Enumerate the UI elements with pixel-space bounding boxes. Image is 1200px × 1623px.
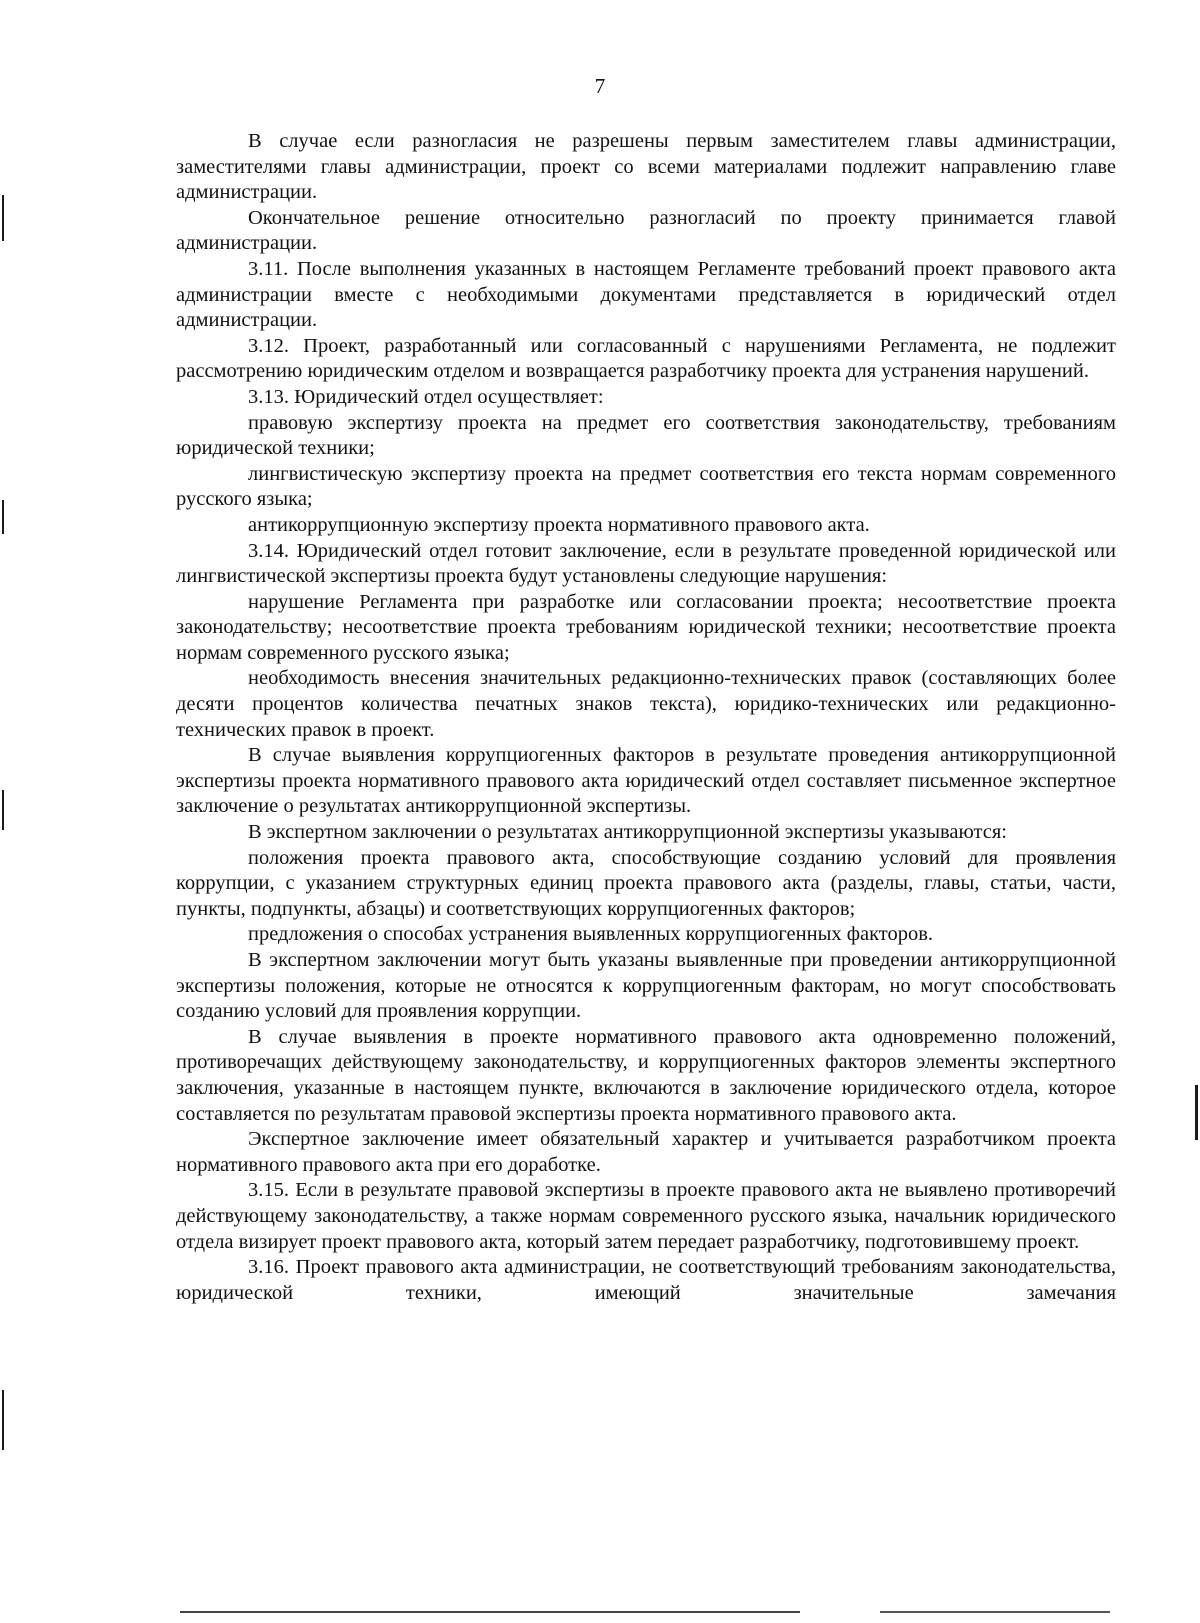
paragraph-violations-list: нарушение Регламента при разработке или согласовании проекта; несоответствие проекта законодательству; несоответствие проекта требованиям юридической техники; несоответствие проекта нормам современного русского языка; bbox=[176, 590, 1116, 664]
paragraph-3-12: 3.12. Проект, разработанный или согласованный с нарушениями Регламента, не подлежит рассмотрению юридическим отделом и возвращается разработчику проекта для устранения нарушений. bbox=[176, 334, 1116, 383]
scan-bottom-line bbox=[880, 1611, 1110, 1613]
paragraph-mandatory-conclusion: Экспертное заключение имеет обязательный характер и учитывается разработчиком проекта нормативного правового акта при его доработке. bbox=[176, 1128, 1116, 1176]
paragraph-3-16: 3.16. Проект правового акта администрации, не соответствующий требованиям законодательства, юридической техники, имеющий значительные замечания bbox=[176, 1256, 1116, 1304]
paragraph-linguistic-expertise: лингвистическую экспертизу проекта на предмет соответствия его текста нормам современного русского языка; bbox=[176, 462, 1116, 511]
paragraph-edits-necessity: необходимость внесения значительных редакционно-технических правок (составляющих более десяти процентов количества печатных знаков текста), юридико-технических или редакционно-технических правок в проект. bbox=[176, 667, 1116, 741]
page-number: 7 bbox=[594, 74, 606, 98]
paragraph-expert-conclusion-contents: В экспертном заключении о результатах антикоррупционной экспертизы указываются: bbox=[248, 821, 1007, 844]
paragraph-corruption-factors-found: В случае выявления коррупциогенных факторов в результате проведения антикоррупционной экспертизы проекта нормативного правового акта юридический отдел составляет письменное экспертное заключение о результатах антикоррупционной экспертизы. bbox=[176, 744, 1116, 818]
paragraph-final-decision: Окончательное решение относительно разногласий по проекту принимается главой администрации. bbox=[176, 206, 1116, 255]
paragraph-disagreements-escalation: В случае если разногласия не разрешены первым заместителем главы администрации, заместителями главы администрации, проект со всеми материалами подлежит направлению главе администрации. bbox=[176, 130, 1116, 204]
paragraph-provisions: положения проекта правового акта, способствующие созданию условий для проявления коррупции, с указанием структурных единиц проекта правового акта (разделы, главы, статьи, части, пункты, подпункты, абзацы) и соответствующих коррупциогенных факторов; bbox=[176, 846, 1116, 920]
scan-bottom-line bbox=[180, 1611, 800, 1613]
scan-edge-mark bbox=[2, 1390, 4, 1450]
paragraph-anticorruption-expertise: антикоррупционную экспертизу проекта нормативного правового акта. bbox=[248, 513, 870, 536]
paragraph-legal-expertise: правовую экспертизу проекта на предмет его соответствия законодательству, требованиям юридической техники; bbox=[176, 411, 1116, 460]
paragraph-3-13: 3.13. Юридический отдел осуществляет: bbox=[248, 385, 604, 408]
document-body bbox=[176, 129, 1116, 1306]
scan-edge-mark bbox=[2, 790, 4, 830]
scan-edge-mark bbox=[2, 195, 4, 241]
paragraph-simultaneous-findings: В случае выявления в проекте нормативного правового акта одновременно положений, противоречащих действующему законодательству, и коррупциогенных факторов элементы экспертного заключения, указанные в настоящем пункте, включаются в заключение юридического отдела, которое составляется по результатам правовой экспертизы проекта нормативного правового акта. bbox=[176, 1025, 1116, 1125]
paragraph-3-15: 3.15. Если в результате правовой экспертизы в проекте правового акта не выявлено противоречий действующему законодательству, а также нормам современного русского языка, начальник юридического отдела визирует проект правового акта, который затем передает разработчику, подготовившему проект. bbox=[176, 1179, 1116, 1253]
scan-edge-mark bbox=[1195, 1085, 1198, 1140]
paragraph-3-14: 3.14. Юридический отдел готовит заключение, если в результате проведенной юридической или лингвистической экспертизы проекта будут установлены следующие нарушения: bbox=[176, 539, 1116, 588]
scan-edge-mark bbox=[2, 500, 4, 534]
paragraph-non-corruption-provisions: В экспертном заключении могут быть указаны выявленные при проведении антикоррупционной экспертизы положения, которые не относятся к коррупциогенным факторам, но могут способствовать созданию условий для проявления коррупции. bbox=[176, 949, 1116, 1023]
paragraph-elimination-proposals: предложения о способах устранения выявленных коррупциогенных факторов. bbox=[248, 923, 934, 946]
paragraph-3-11: 3.11. После выполнения указанных в настоящем Регламенте требований проект правового акта администрации вместе с необходимыми документами представляется в юридический отдел администрации. bbox=[176, 257, 1116, 332]
